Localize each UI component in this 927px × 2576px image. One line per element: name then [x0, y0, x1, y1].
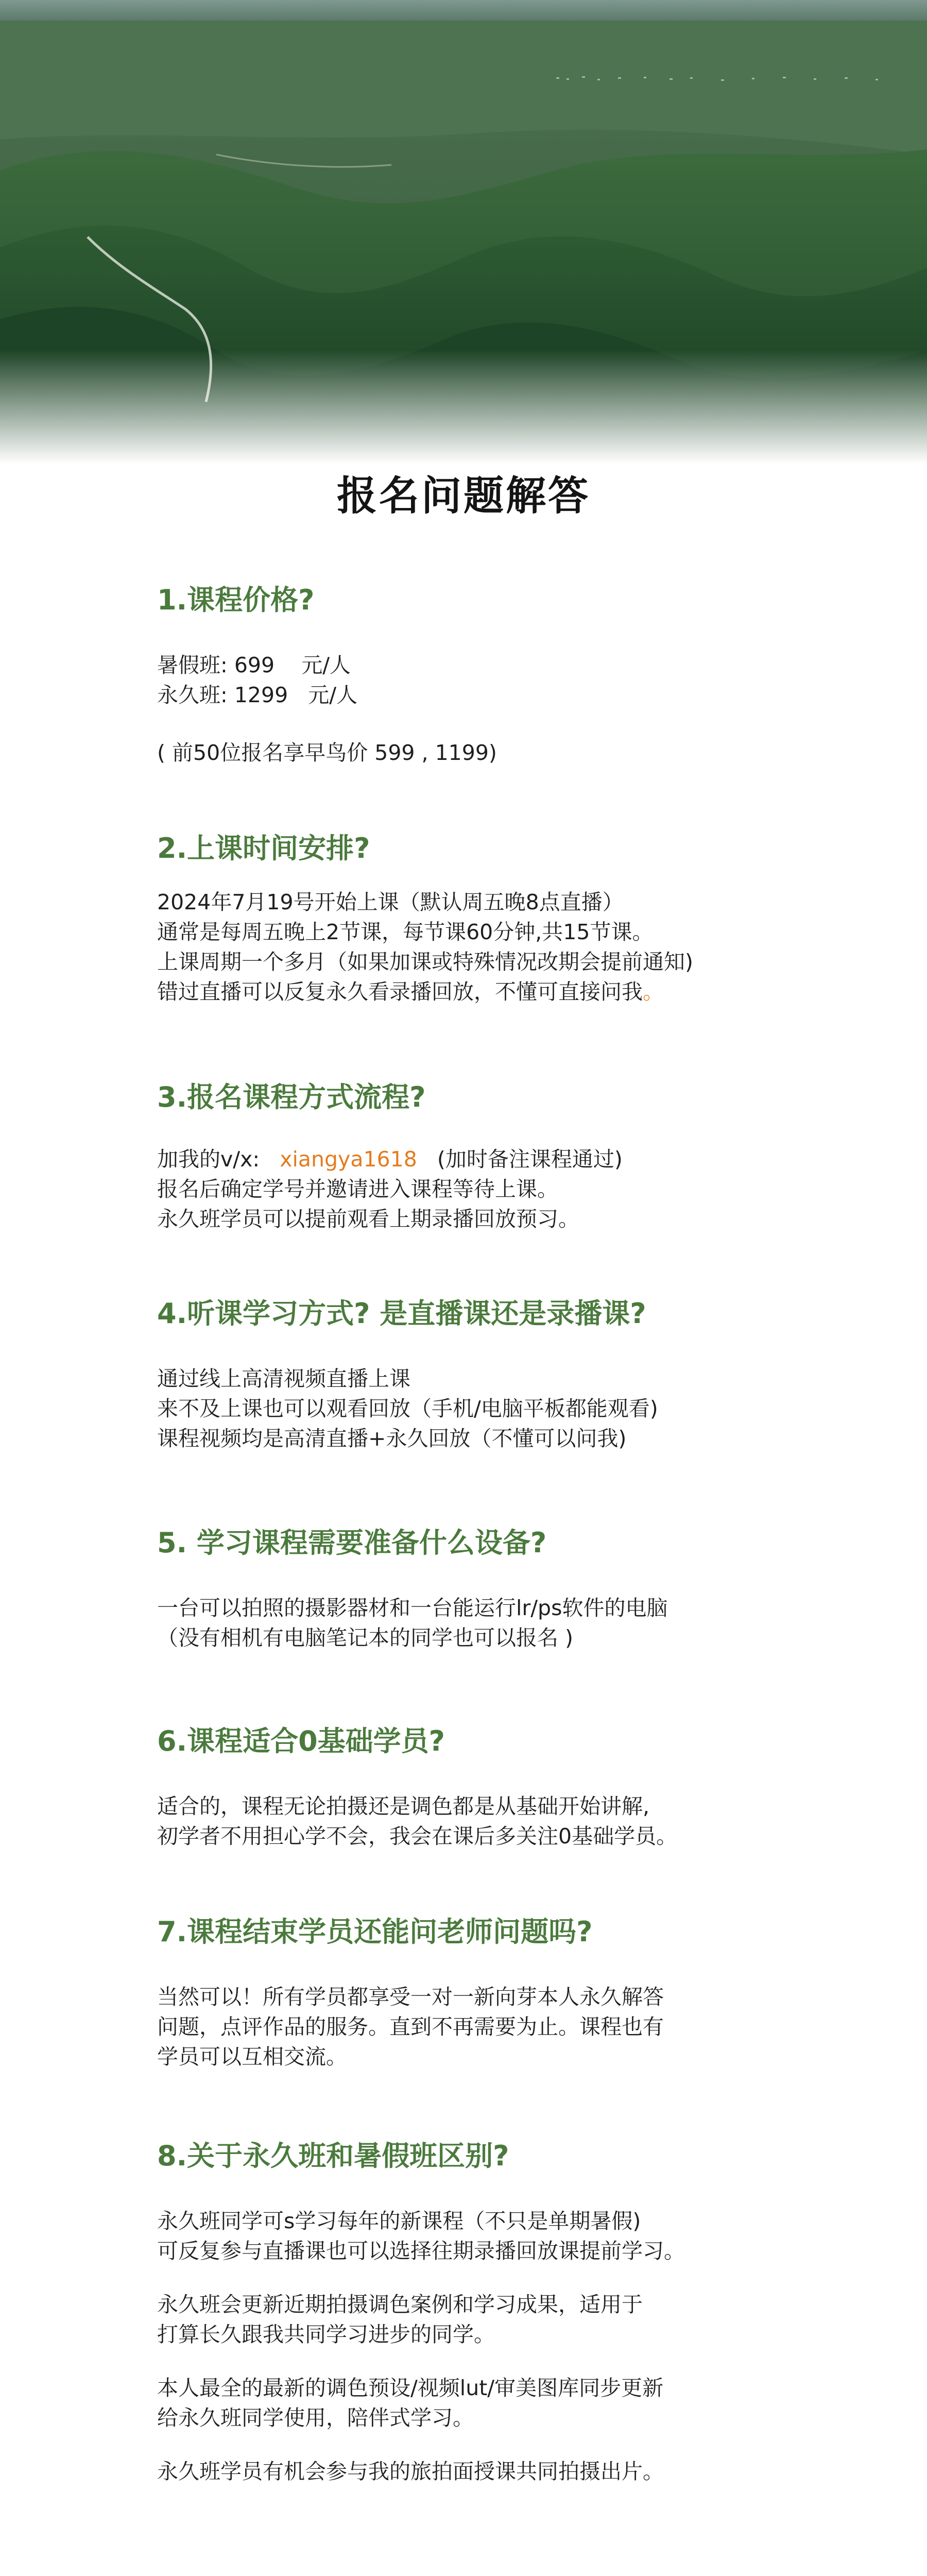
after-course-line: 当然可以！所有学员都享受一对一新向芽本人永久解答: [157, 1985, 664, 2009]
difference-line: 可反复参与直播课也可以选择往期录播回放课提前学习。: [157, 2239, 685, 2263]
section-heading: 8.关于永久班和暑假班区别?: [157, 2140, 509, 2172]
qa-section-beginners: [157, 1723, 827, 1851]
price-line-summer: 暑假班: 699 元/人: [157, 653, 351, 677]
difference-line: 永久班会更新近期拍摄调色案例和学习成果，适用于: [157, 2292, 643, 2317]
difference-line: 打算长久跟我共同学习进步的同学。: [157, 2322, 495, 2347]
difference-line: 给永久班同学使用，陪伴式学习。: [157, 2405, 474, 2430]
format-line: 课程视频均是高清直播+永久回放（不懂可以问我): [157, 1426, 627, 1451]
early-bird-note: ( 前50位报名享早鸟价 599 , 1199): [157, 740, 497, 765]
end-mark: 。: [643, 979, 664, 1004]
section-heading: 5. 学习课程需要准备什么设备?: [157, 1527, 547, 1559]
qa-section-differences: [157, 2138, 827, 2486]
difference-line: 永久班同学可s学习每年的新课程（不只是单期暑假): [157, 2209, 641, 2233]
format-line: 来不及上课也可以观看回放（手机/电脑平板都能观看): [157, 1396, 658, 1421]
qa-section-schedule: [157, 831, 827, 1007]
price-line-permanent: 永久班: 1299 元/人: [157, 683, 358, 707]
section-heading: 2.上课时间安排?: [157, 832, 370, 865]
qa-section-signup: [157, 1079, 827, 1234]
schedule-line: 2024年7月19号开始上课（默认周五晚8点直播）: [157, 890, 624, 914]
qa-section-equipment: [157, 1525, 827, 1653]
difference-line: 永久班学员有机会参与我的旅拍面授课共同拍摄出片。: [157, 2459, 664, 2484]
difference-line: 本人最全的最新的调色预设/视频lut/审美图库同步更新: [157, 2376, 664, 2400]
after-course-line: 学员可以互相交流。: [157, 2044, 347, 2069]
page-title: 报名问题解答: [336, 473, 590, 519]
wechat-id[interactable]: xiangya1618: [280, 1147, 417, 1172]
signup-line: 报名后确定学号并邀请进入课程等待上课。: [157, 1177, 558, 1201]
signup-line: 永久班学员可以提前观看上期录播回放预习。: [157, 1207, 579, 1231]
schedule-line: 通常是每周五晚上2节课，每节课60分钟,共15节课。: [157, 920, 654, 944]
section-heading: 7.课程结束学员还能问老师问题吗?: [157, 1916, 593, 1948]
section-heading: 3.报名课程方式流程?: [157, 1081, 426, 1113]
after-course-line: 问题，点评作品的服务。直到不再需要为止。课程也有: [157, 2014, 664, 2039]
qa-section-format: [157, 1296, 827, 1453]
hero-landscape-image: [0, 0, 927, 464]
equipment-line: 一台可以拍照的摄影器材和一台能运行lr/ps软件的电脑: [157, 1596, 668, 1620]
schedule-line: 错过直播可以反复永久看录播回放，不懂可直接问我。: [157, 979, 664, 1004]
beginner-line: 适合的，课程无论拍摄还是调色都是从基础开始讲解,: [157, 1794, 650, 1819]
qa-section-after-course: [157, 1914, 827, 2072]
section-heading: 4.听课学习方式? 是直播课还是录播课?: [157, 1297, 646, 1330]
section-heading: 1.课程价格?: [157, 584, 315, 616]
grassland-illustration: [0, 0, 927, 464]
format-line: 通过线上高清视频直播上课: [157, 1366, 410, 1391]
schedule-line: 上课周期一个多月（如果加课或特殊情况改期会提前通知): [157, 950, 693, 974]
qa-section-price: [157, 582, 827, 768]
equipment-line: （没有相机有电脑笔记本的同学也可以报名 ): [157, 1625, 574, 1650]
section-heading: 6.课程适合0基础学员?: [157, 1725, 445, 1757]
contact-line: 加我的v/x: xiangya1618 (加时备注课程通过): [157, 1147, 623, 1172]
beginner-line: 初学者不用担心学不会，我会在课后多关注0基础学员。: [157, 1824, 678, 1849]
